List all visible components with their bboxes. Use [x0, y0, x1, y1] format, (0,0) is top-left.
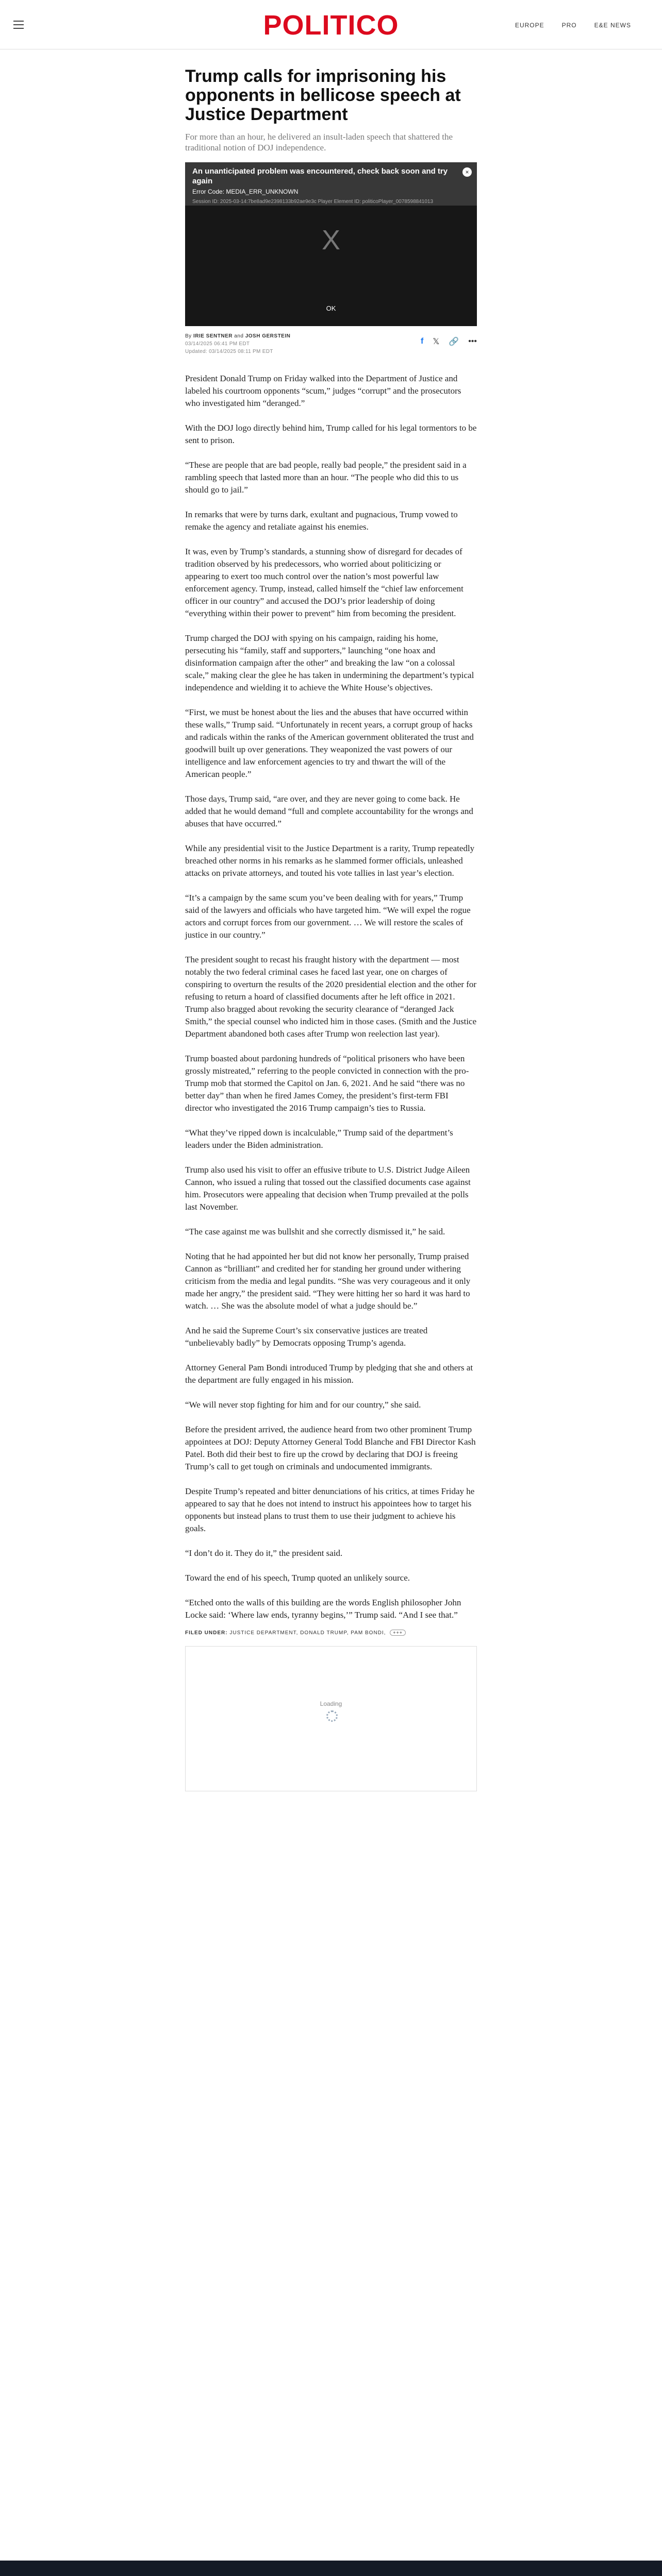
- nav-ee-news[interactable]: E&E NEWS: [594, 22, 631, 29]
- article-paragraph: Despite Trump’s repeated and bitter denunciations of his critics, at times Friday he appeared to say that he does not intend to instruct his appointees how to target his opponents but instead plans to trust them to use their judgment to achieve his goals.: [185, 1486, 475, 1533]
- article-paragraph: Trump charged the DOJ with spying on his campaign, raiding his home, persecuting his “family, staff and supporters,” launching “one hoax and disinformation campaign after the other” and breaking the law “on a colossal scale,” making clear the glee he has taken in undermining the department’s typical independence and wielding it to achieve the White House’s objectives.: [185, 633, 474, 692]
- tag-list[interactable]: JUSTICE DEPARTMENT, DONALD TRUMP, PAM BONDI,: [229, 1630, 386, 1636]
- article-paragraph: President Donald Trump on Friday walked into the Department of Justice and labeled his courtroom opponents “scum,” judges “corrupt” and the prosecutors who investigated him “deranged.”: [185, 374, 461, 408]
- author-link[interactable]: JOSH GERSTEIN: [245, 333, 291, 339]
- article-paragraph: “It’s a campaign by the same scum you’ve been dealing with for years,” Trump said of the lawyers and officials who have targeted him. “We will expel the rogue actors and corrupt forces from our government. … We will restore the scales of justice in our country.”: [185, 893, 471, 940]
- x-icon[interactable]: 𝕏: [433, 337, 440, 346]
- article-paragraph: “First, we must be honest about the lies and the abuses that have occurred within these walls,” Trump said. “Unfortunately in recent years, a corrupt group of hacks and radicals within the ranks of the American government obliterated the trust and goodwill built up over generations. They weaponized the vast powers of our intelligence and law enforcement agencies to try and thwart the will of the American people.”: [185, 707, 474, 779]
- video-player[interactable]: [185, 162, 477, 326]
- article-paragraph: Noting that he had appointed her but did not know her personally, Trump praised Cannon as “brilliant” and credited her for standing her ground under withering criticism from the media and legal pundits. “She was very courageous and it only made her angry,” the president said. “They were hitting her so hard it was hard to watch. … She was the absolute model of what a judge should be.”: [185, 1251, 471, 1311]
- article-paragraph: Attorney General Pam Bondi introduced Trump by pledging that she and others at the department are fully engaged in his mission.: [185, 1363, 473, 1385]
- article-paragraph: “These are people that are bad people, really bad people,” the president said in a rambling speech that lasted more than an hour. “The people who did this to us should go to jail.”: [185, 460, 467, 495]
- nav-pro[interactable]: PRO: [561, 22, 577, 29]
- article-paragraph: “We will never stop fighting for him and for our country,” she said.: [185, 1400, 421, 1410]
- article-paragraph: “Etched onto the walls of this building are the words English philosopher John Locke said: ‘Where law ends, tyranny begins,’” Trump said. “And I see that.”: [185, 1598, 461, 1620]
- article-paragraph: The president sought to recast his fraught history with the department — most notably the two federal criminal cases he faced last year, one on charges of conspiring to overturn the results of the 2020 presidential election and the other for refusing to return a hoard of classified documents after he left office in 2021. Trump also bragged about revoking the security clearance of “deranged Jack Smith,” the special counsel who indicted him in those cases. (Smith and the Justice Department abandoned both cases after Trump won reelection last year).: [185, 955, 477, 1039]
- article-paragraph: Trump also used his visit to offer an effusive tribute to U.S. District Judge Aileen Cannon, who issued a ruling that tossed out the classified documents case against him. Prosecutors were appealing that decision when Trump prevailed at the polls last November.: [185, 1165, 471, 1212]
- article-paragraph: “What they’ve ripped down is incalculable,” Trump said of the department’s leaders under the Biden administration.: [185, 1128, 453, 1150]
- more-tags-button[interactable]: +++: [390, 1630, 406, 1636]
- ad-loading-text: Loading: [320, 1700, 342, 1707]
- article-paragraph: Toward the end of his speech, Trump quoted an unlikely source.: [185, 1573, 410, 1583]
- site-header: [0, 0, 662, 49]
- article-paragraph: While any presidential visit to the Justice Department is a rarity, Trump repeatedly breached other norms in his remarks as he slammed former officials, unleashed attacks on private attorneys, and touted his vote tallies in last year’s election.: [185, 843, 475, 878]
- article-paragraph: Those days, Trump said, “are over, and they are never going to come back. He added that he would demand “full and complete accountability for the wrongs and abuses that have occurred.”: [185, 794, 473, 828]
- link-icon[interactable]: 🔗: [449, 337, 459, 346]
- facebook-icon[interactable]: f: [421, 337, 424, 346]
- error-x-icon: X: [321, 225, 341, 256]
- article-paragraph: Before the president arrived, the audience heard from two other prominent Trump appointees at DOJ: Deputy Attorney General Todd Blanche and FBI Director Kash Patel. Both did their best to fire up the crowd by declaring that DOJ is freeing Trump’s call to get tough on criminals and undocumented immigrants.: [185, 1425, 476, 1471]
- article-paragraph: And he said the Supreme Court’s six conservative justices are treated “unbelievably badly” by Democrats opposing Trump’s agenda.: [185, 1326, 428, 1348]
- video-error-code: Error Code: MEDIA_ERR_UNKNOWN: [192, 188, 299, 195]
- ad-slot: [185, 1646, 477, 1791]
- story-body: [185, 372, 477, 1621]
- article-paragraph: Trump boasted about pardoning hundreds of “political prisoners who have been grossly mistreated,” referring to the people convicted in connection with the pro-Trump mob that stormed the Capitol on Jan. 6, 2021. And he said “there was no better day” than when he fired James Comey, the president’s first-term FBI director who investigated the 2016 Trump campaign’s ties to Russia.: [185, 1054, 469, 1113]
- article-title: Trump calls for imprisoning his opponents in bellicose speech at Justice Department: [185, 66, 461, 124]
- filed-under: [185, 1630, 477, 1636]
- article-dek: For more than an hour, he delivered an insult-laden speech that shattered the traditional notion of DOJ independence.: [185, 132, 453, 152]
- article-paragraph: With the DOJ logo directly behind him, Trump called for his legal tormentors to be sent to prison.: [185, 423, 477, 445]
- article-paragraph: “I don’t do it. They do it,” the president said.: [185, 1548, 343, 1558]
- article-paragraph: It was, even by Trump’s standards, a stunning show of disregard for decades of tradition observed by his predecessors, who worried about politicizing or appearing to exert too much control over the nation’s most powerful law enforcement agency. Trump, instead, called himself the “chief law enforcement officer in our country” and accused the DOJ’s prior leadership of doing “everything within their power to prevent” him from becoming the president.: [185, 547, 464, 618]
- byline-and: and: [234, 333, 244, 339]
- spinner-icon: [326, 1710, 338, 1722]
- nav-europe[interactable]: EUROPE: [515, 22, 544, 29]
- article-paragraph: “The case against me was bullshit and she correctly dismissed it,” he said.: [185, 1227, 445, 1236]
- published-date: 03/14/2025 06:41 PM EDT: [185, 341, 250, 347]
- updated-date: Updated: 03/14/2025 08:11 PM EDT: [185, 349, 273, 354]
- author-link[interactable]: IRIE SENTNER: [193, 333, 233, 339]
- video-session-id: Session ID: 2025-03-14:7be8ad9e2398133b92ae9e3c Player Element ID: politicoPlayer_0078598841013: [192, 199, 434, 205]
- byline-prefix: By: [185, 333, 192, 339]
- video-error-message: An unanticipated problem was encountered, check back soon and try again: [192, 167, 448, 185]
- politico-logo[interactable]: POLITICO: [263, 10, 399, 41]
- video-ok-button[interactable]: OK: [326, 304, 336, 312]
- site-footer: [0, 2561, 662, 2576]
- more-icon[interactable]: •••: [468, 337, 477, 346]
- video-error-panel: [185, 162, 477, 206]
- share-bar: [421, 336, 477, 347]
- article: [185, 67, 477, 1791]
- filed-under-label: FILED UNDER:: [185, 1630, 228, 1636]
- article-paragraph: In remarks that were by turns dark, exultant and pugnacious, Trump vowed to remake the agency and retaliate against his enemies.: [185, 510, 458, 532]
- byline-row: [185, 332, 477, 362]
- close-icon[interactable]: ×: [462, 167, 472, 177]
- top-nav: [515, 22, 631, 29]
